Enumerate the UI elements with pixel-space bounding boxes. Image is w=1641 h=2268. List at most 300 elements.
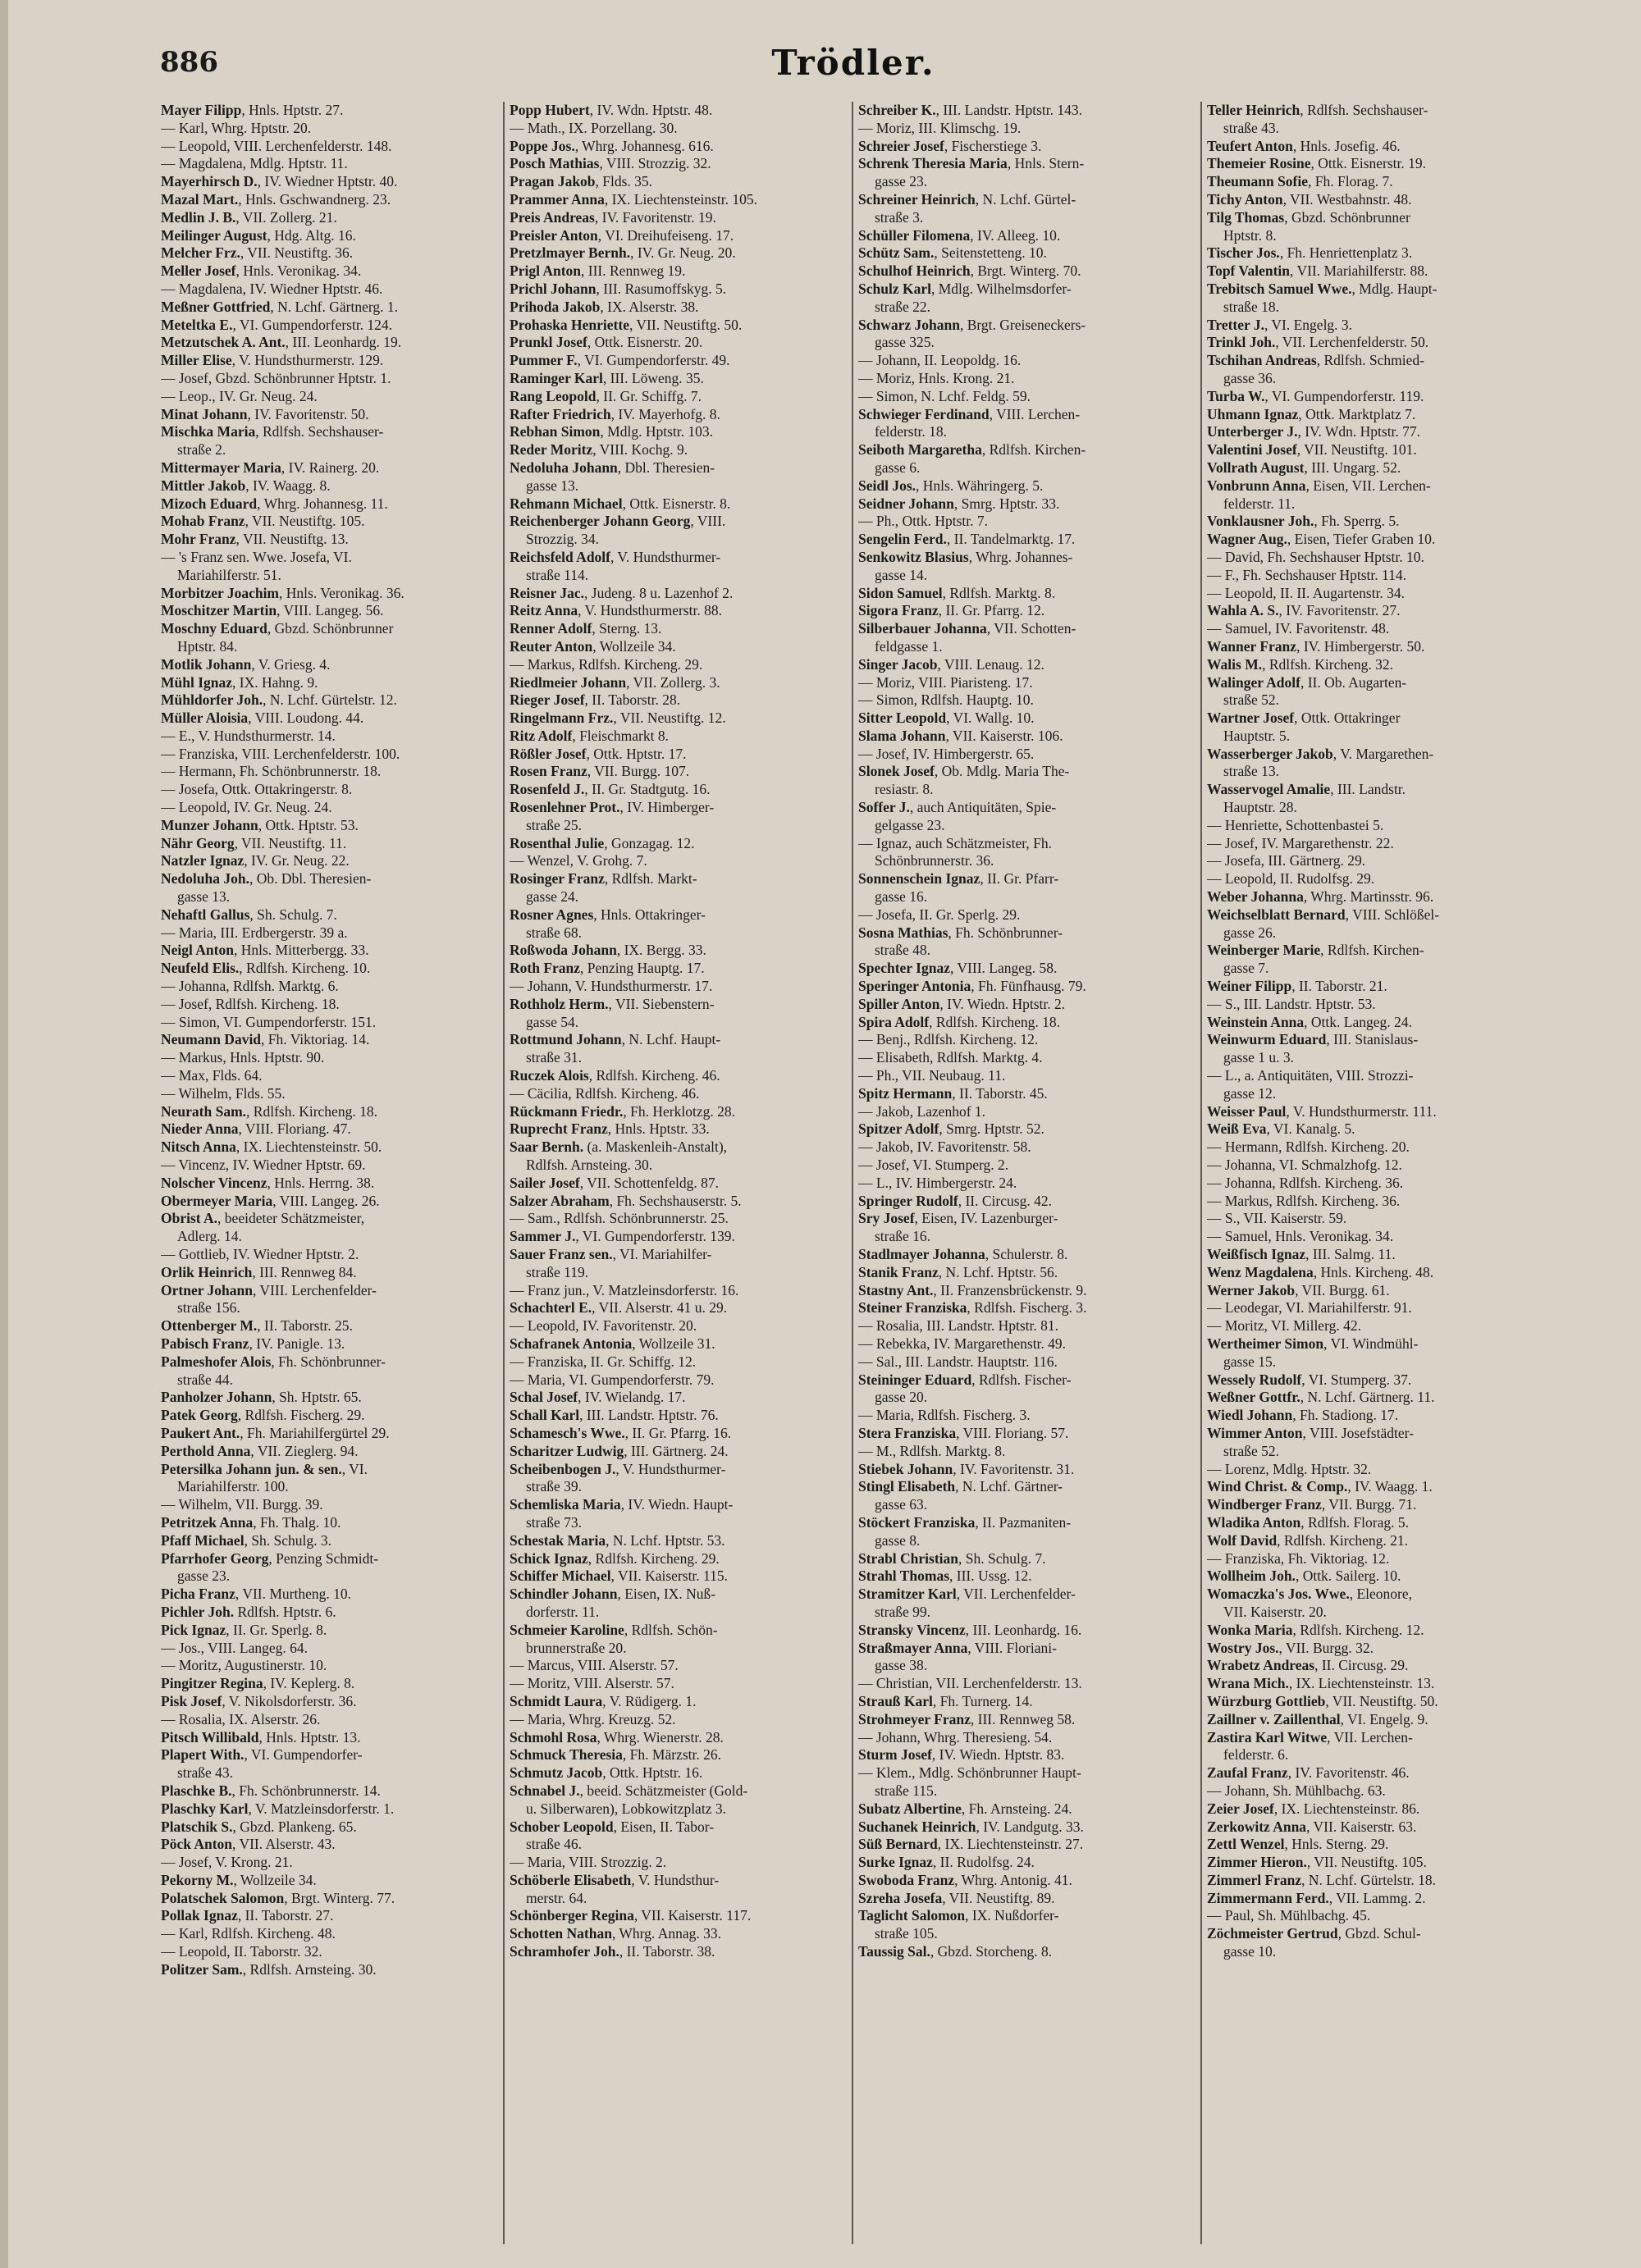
entry-address: — Markus, Rdlfsh. Kircheng. 36. bbox=[1207, 1192, 1401, 1209]
directory-entry bbox=[858, 1103, 1195, 1121]
directory-entry bbox=[510, 620, 847, 638]
directory-entry bbox=[858, 334, 1195, 352]
entry-address: , N. Lchf. Hptstr. 53. bbox=[606, 1531, 725, 1549]
entry-address: — F., Fh. Sechshauser Hptstr. 114. bbox=[1207, 566, 1406, 583]
entry-name: Pingitzer Regina bbox=[161, 1675, 263, 1692]
directory-entry bbox=[1207, 1335, 1546, 1353]
entry-address: , VII. Kaiserstr. 63. bbox=[1306, 1818, 1417, 1835]
directory-entry bbox=[161, 620, 498, 638]
directory-entry bbox=[161, 1282, 498, 1300]
entry-address: — Jakob, IV. Favoritenstr. 58. bbox=[858, 1139, 1031, 1156]
entry-address: , Ottk. Marktplatz 7. bbox=[1298, 405, 1416, 422]
entry-name: Themeier Rosine bbox=[1207, 155, 1311, 172]
directory-entry bbox=[510, 1586, 847, 1604]
entry-address: , Gbzd. Schul- bbox=[1337, 1925, 1421, 1942]
entry-address: , VIII. Kochg. 9. bbox=[592, 441, 688, 459]
entry-name: Surke Ignaz bbox=[858, 1854, 933, 1871]
entry-address: , IV. Alleeg. 10. bbox=[970, 226, 1061, 244]
entry-address: , Fh. Stadiong. 17. bbox=[1292, 1407, 1399, 1424]
directory-entry bbox=[858, 1782, 1195, 1800]
directory-entry bbox=[161, 1622, 498, 1640]
entry-address: , Hnls. Hptstr. 33. bbox=[607, 1120, 710, 1138]
directory-entry bbox=[858, 1872, 1195, 1890]
entry-address: , IV. Wiedn. Hptstr. 83. bbox=[931, 1746, 1065, 1764]
entry-address: — Rebekka, IV. Margarethenstr. 49. bbox=[858, 1335, 1067, 1352]
directory-entry bbox=[1207, 1317, 1546, 1335]
entry-address: , III. Landstr. Hptstr. 76. bbox=[579, 1407, 719, 1424]
entry-name: Preisler Anton bbox=[510, 226, 598, 244]
directory-entry bbox=[1207, 1210, 1546, 1228]
directory-entry bbox=[858, 978, 1195, 996]
directory-entry bbox=[510, 441, 847, 459]
directory-entry bbox=[858, 227, 1195, 245]
entry-name: Wanner Franz bbox=[1207, 637, 1297, 655]
entry-address: , Hnls. Stern- bbox=[1007, 155, 1085, 172]
entry-address: — Simon, VI. Gumpendorferstr. 151. bbox=[161, 1013, 377, 1030]
entry-name: Neumann David bbox=[161, 1031, 262, 1048]
directory-entry bbox=[510, 1389, 847, 1407]
entry-name: Schotten Nathan bbox=[510, 1925, 612, 1942]
entry-address: — David, Fh. Sechshauser Hptstr. 10. bbox=[1207, 548, 1424, 565]
entry-address: straße 114. bbox=[526, 566, 589, 583]
entry-address: — Maria, III. Erdbergerstr. 39 a. bbox=[161, 924, 348, 941]
entry-address: , Mdlg. Wilhelmsdorfer- bbox=[930, 280, 1072, 297]
directory-entry bbox=[1207, 531, 1546, 549]
entry-address: , VI. Mariahilfer- bbox=[612, 1246, 712, 1262]
entry-address: , Gonzagag. 12. bbox=[604, 834, 695, 851]
entry-name: Perthold Anna bbox=[161, 1442, 251, 1459]
directory-entry bbox=[858, 1622, 1195, 1640]
entry-name: Morbitzer Joachim bbox=[161, 584, 280, 601]
directory-entry bbox=[510, 281, 847, 299]
entry-address: , Fh. Schönbrunner- bbox=[271, 1353, 386, 1370]
directory-entry bbox=[1207, 299, 1546, 317]
entry-address: , III. Rennweg 58. bbox=[970, 1710, 1076, 1727]
entry-address: , IX. Hahng. 9. bbox=[232, 673, 318, 691]
entry-address: — Maria, VIII. Strozzig. 2. bbox=[510, 1854, 667, 1871]
entry-name: Pekorny M. bbox=[161, 1871, 234, 1888]
entry-address: Mariahilferstr. 100. bbox=[177, 1478, 289, 1495]
directory-entry bbox=[510, 1640, 847, 1658]
entry-name: Meteltka E. bbox=[161, 316, 233, 333]
entry-address: , Hnls. Ottakringer- bbox=[593, 906, 706, 923]
entry-name: Wrabetz Andreas bbox=[1207, 1657, 1315, 1674]
directory-entry bbox=[1207, 1193, 1546, 1211]
section-title: Trödler. bbox=[771, 43, 935, 83]
directory-entry bbox=[161, 1729, 498, 1747]
directory-entry bbox=[510, 835, 847, 853]
directory-entry bbox=[510, 406, 847, 424]
entry-name: Tschihan Andreas bbox=[1207, 352, 1317, 369]
directory-entry bbox=[1207, 549, 1546, 567]
entry-address: , VII. Siebenstern- bbox=[608, 995, 715, 1012]
entry-address: , VI. Gumpendorfer- bbox=[244, 1746, 363, 1764]
entry-address: , Whrg. Johannes- bbox=[968, 548, 1073, 565]
entry-name: Stastny Ant. bbox=[858, 1281, 934, 1298]
entry-address: — Magdalena, IV. Wiedner Hptstr. 46. bbox=[161, 280, 383, 297]
entry-name: Ottenberger M. bbox=[161, 1317, 258, 1335]
directory-entry bbox=[858, 191, 1195, 209]
directory-entry bbox=[1207, 691, 1546, 710]
directory-entry bbox=[1207, 244, 1546, 262]
entry-address: , V. Griesg. 4. bbox=[251, 655, 331, 673]
entry-address: , VII. Neustiftg. 12. bbox=[613, 710, 726, 727]
entry-address: , Hnls. Kircheng. 48. bbox=[1313, 1263, 1434, 1280]
entry-name: Weinberger Marie bbox=[1207, 942, 1321, 959]
directory-entry bbox=[510, 870, 847, 888]
entry-address: — Hermann, Fh. Schönbrunnerstr. 18. bbox=[161, 763, 382, 780]
directory-entry bbox=[858, 1210, 1195, 1228]
directory-entry bbox=[161, 1532, 498, 1550]
directory-entry bbox=[1207, 173, 1546, 191]
directory-entry bbox=[858, 352, 1195, 370]
entry-address: gasse 8. bbox=[875, 1531, 921, 1549]
directory-column-2 bbox=[505, 102, 853, 2244]
entry-name: Prunkl Josef bbox=[510, 334, 587, 351]
directory-entry bbox=[510, 1478, 847, 1496]
directory-entry bbox=[161, 281, 498, 299]
entry-address: gasse 23. bbox=[177, 1568, 231, 1585]
directory-entry bbox=[510, 1407, 847, 1425]
entry-name: Womaczka's Jos. Wwe. bbox=[1207, 1586, 1350, 1603]
directory-entry bbox=[858, 1746, 1195, 1764]
directory-entry bbox=[161, 477, 498, 495]
directory-entry bbox=[1207, 817, 1546, 835]
entry-name: Teufert Anton bbox=[1207, 137, 1293, 154]
directory-entry bbox=[510, 1085, 847, 1103]
directory-entry bbox=[161, 1890, 498, 1908]
directory-entry bbox=[1207, 1568, 1546, 1586]
directory-entry bbox=[161, 1264, 498, 1282]
directory-entry bbox=[858, 585, 1195, 603]
directory-entry bbox=[510, 1622, 847, 1640]
entry-name: Schmutz Jacob bbox=[510, 1764, 603, 1782]
entry-address: , II. Ob. Augarten- bbox=[1300, 673, 1407, 691]
directory-entry bbox=[1207, 459, 1546, 477]
directory-entry bbox=[858, 1568, 1195, 1586]
directory-entry bbox=[858, 1317, 1195, 1335]
directory-entry bbox=[1207, 334, 1546, 352]
entry-name: Schreiber K. bbox=[858, 102, 936, 118]
entry-name: Pfarrhofer Georg bbox=[161, 1549, 269, 1567]
entry-address: , Rdlfsh. Kircheng. 18. bbox=[929, 1013, 1060, 1030]
directory-entry bbox=[510, 924, 847, 942]
entry-address: straße 2. bbox=[177, 441, 226, 459]
entry-name: Rößler Josef bbox=[510, 745, 587, 762]
directory-entry bbox=[161, 138, 498, 156]
entry-name: Rosinger Franz bbox=[510, 870, 605, 888]
entry-address: , VII. Burgg. 61. bbox=[1295, 1281, 1390, 1298]
entry-name: Sosna Mathias bbox=[858, 924, 948, 941]
entry-address: , Rdlfsh. Fischerg. 3. bbox=[967, 1299, 1087, 1317]
entry-name: Scharitzer Ludwig bbox=[510, 1442, 624, 1459]
directory-entry bbox=[510, 1175, 847, 1193]
entry-address: — Josef, VI. Stumperg. 2. bbox=[858, 1157, 1009, 1174]
entry-name: Schöberle Elisabeth bbox=[510, 1871, 632, 1888]
directory-entry bbox=[510, 1264, 847, 1282]
entry-address: , beeideter Schätzmeister, bbox=[217, 1210, 365, 1227]
directory-entry bbox=[1207, 763, 1546, 781]
entry-address: Strozzig. 34. bbox=[526, 531, 599, 548]
entry-name: Turba W. bbox=[1207, 387, 1265, 404]
entry-address: , VII. Neustiftg. 105. bbox=[245, 513, 365, 530]
directory-entry bbox=[1207, 1014, 1546, 1032]
entry-address: , N. Lchf. Gürtelstr. 18. bbox=[1301, 1871, 1436, 1888]
entry-name: Plapert With. bbox=[161, 1746, 245, 1764]
directory-entry bbox=[858, 1049, 1195, 1067]
directory-entry bbox=[1207, 1461, 1546, 1479]
entry-name: Rottmund Johann bbox=[510, 1031, 622, 1048]
entry-name: Weiß Eva bbox=[1207, 1120, 1267, 1138]
entry-address: , Mdlg. Haupt- bbox=[1351, 280, 1438, 297]
page-header bbox=[160, 43, 1547, 92]
entry-address: — Benj., Rdlfsh. Kircheng. 12. bbox=[858, 1031, 1039, 1048]
directory-entry bbox=[858, 317, 1195, 335]
directory-entry bbox=[858, 1228, 1195, 1246]
entry-address: , V. Hundsthurmerstr. 88. bbox=[578, 602, 722, 619]
directory-entry bbox=[510, 334, 847, 352]
entry-address: , VI. bbox=[341, 1460, 368, 1477]
directory-entry bbox=[161, 1568, 498, 1586]
entry-name: Pummer F. bbox=[510, 352, 578, 369]
entry-address: , VIII. Strozzig. 32. bbox=[599, 155, 711, 172]
directory-entry bbox=[1207, 746, 1546, 764]
directory-entry bbox=[1207, 1890, 1546, 1908]
entry-name: Stramitzer Karl bbox=[858, 1586, 957, 1603]
directory-entry bbox=[161, 173, 498, 191]
entry-name: Taglicht Salomon bbox=[858, 1907, 966, 1924]
entry-address: , VI. Windmühl- bbox=[1323, 1335, 1419, 1352]
entry-address: , III. Stanislaus- bbox=[1326, 1031, 1419, 1048]
directory-entry bbox=[858, 423, 1195, 441]
entry-name: Reichenberger Johann Georg bbox=[510, 513, 691, 530]
entry-address: , VII. Burgg. 107. bbox=[587, 763, 690, 780]
entry-name: Sonnenschein Ignaz bbox=[858, 870, 980, 888]
entry-name: Ringelmann Frz. bbox=[510, 710, 614, 727]
directory-entry bbox=[161, 262, 498, 281]
entry-name: Moschny Eduard bbox=[161, 620, 267, 637]
directory-entry bbox=[1207, 1389, 1546, 1407]
entry-address: , Mdlg. Hptstr. 103. bbox=[600, 423, 713, 440]
directory-entry bbox=[161, 1478, 498, 1496]
directory-entry bbox=[161, 906, 498, 924]
entry-address: — Moritz, VIII. Alserstr. 57. bbox=[510, 1675, 674, 1692]
entry-name: Seidl Jos. bbox=[858, 477, 916, 494]
directory-entry bbox=[1207, 585, 1546, 603]
directory-entry bbox=[161, 1389, 498, 1407]
directory-entry bbox=[161, 191, 498, 209]
entry-name: Nedoluha Joh. bbox=[161, 870, 249, 888]
entry-address: , III. Rennweg 84. bbox=[252, 1263, 357, 1280]
directory-entry bbox=[858, 799, 1195, 817]
directory-entry bbox=[858, 549, 1195, 567]
entry-address: , Brgt. Winterg. 70. bbox=[970, 262, 1081, 280]
directory-entry bbox=[161, 423, 498, 441]
entry-name: Schreier Josef bbox=[858, 137, 944, 154]
entry-address: , III. Landstr. bbox=[1330, 781, 1406, 798]
entry-name: Neigl Anton bbox=[161, 942, 234, 959]
entry-address: , VII. Alserstr. 41 u. 29. bbox=[592, 1299, 728, 1317]
entry-name: Wrana Mich. bbox=[1207, 1675, 1289, 1692]
directory-entry bbox=[858, 1478, 1195, 1496]
entry-name: Müller Aloisia bbox=[161, 710, 249, 727]
entry-address: , Hnls. Herrng. 38. bbox=[267, 1174, 375, 1191]
directory-entry bbox=[161, 567, 498, 585]
entry-address: , Eisen, Tiefer Graben 10. bbox=[1287, 531, 1436, 548]
directory-entry bbox=[858, 1764, 1195, 1782]
entry-address: Hptstr. 8. bbox=[1223, 226, 1277, 244]
directory-entry bbox=[1207, 1085, 1546, 1103]
entry-address: — Johann, Whrg. Theresieng. 54. bbox=[858, 1728, 1053, 1745]
entry-name: Zöchmeister Gertrud bbox=[1207, 1925, 1338, 1942]
entry-address: , II. Circusg. 29. bbox=[1314, 1657, 1409, 1674]
directory-entry bbox=[161, 1550, 498, 1568]
entry-name: Prohaska Henriette bbox=[510, 316, 629, 333]
directory-entry bbox=[858, 852, 1195, 870]
entry-address: , Brgt. Winterg. 77. bbox=[284, 1889, 395, 1906]
directory-entry bbox=[1207, 138, 1546, 156]
entry-name: Spechter Ignaz bbox=[858, 960, 950, 977]
entry-address: — Christian, VII. Lerchenfelderstr. 13. bbox=[858, 1675, 1082, 1692]
directory-entry bbox=[510, 1854, 847, 1872]
directory-entry bbox=[510, 1782, 847, 1800]
entry-name: Vollrath August bbox=[1207, 459, 1305, 476]
entry-address: Hauptstr. 5. bbox=[1223, 727, 1291, 744]
entry-address: — M., Rdlfsh. Marktg. 8. bbox=[858, 1442, 1006, 1459]
entry-address: straße 3. bbox=[875, 208, 924, 226]
entry-name: Pichler Joh. bbox=[161, 1603, 235, 1620]
directory-entry bbox=[510, 1299, 847, 1317]
directory-entry bbox=[858, 495, 1195, 513]
entry-address: — Maria, Whrg. Kreuzg. 52. bbox=[510, 1710, 676, 1727]
entry-name: Schestak Maria bbox=[510, 1531, 606, 1549]
entry-name: Roth Franz bbox=[510, 960, 581, 977]
entry-name: Sammer J. bbox=[510, 1228, 576, 1245]
directory-entry bbox=[510, 1461, 847, 1479]
entry-address: , Fh. Herklotzg. 28. bbox=[623, 1102, 735, 1120]
entry-address: — Franz jun., V. Matzleinsdorferstr. 16. bbox=[510, 1281, 739, 1298]
entry-name: Stiebek Johann bbox=[858, 1460, 953, 1477]
directory-entry bbox=[858, 370, 1195, 388]
entry-name: Mizoch Eduard bbox=[161, 495, 258, 512]
entry-address: , IX. Liechtensteinstr. 86. bbox=[1273, 1800, 1420, 1817]
entry-address: , II. Taborstr. 38. bbox=[619, 1943, 715, 1960]
directory-entry bbox=[161, 1014, 498, 1032]
entry-address: , Eisen, IV. Lazenburger- bbox=[914, 1210, 1058, 1227]
directory-entry bbox=[161, 1335, 498, 1353]
entry-address: , Dbl. Theresien- bbox=[617, 459, 715, 476]
entry-address: , Rdlfsh. Marktg. 8. bbox=[942, 584, 1056, 601]
entry-name: Moschitzer Martin bbox=[161, 602, 277, 619]
entry-name: Stingl Elisabeth bbox=[858, 1478, 956, 1495]
entry-name: Raminger Karl bbox=[510, 369, 603, 386]
entry-address: gasse 14. bbox=[875, 566, 928, 583]
entry-address: (a. Maskenleih-Anstalt), bbox=[583, 1139, 728, 1156]
directory-entry bbox=[1207, 1782, 1546, 1800]
directory-entry bbox=[161, 852, 498, 870]
directory-entry bbox=[510, 477, 847, 495]
entry-address: , VI. Stumperg. 37. bbox=[1301, 1371, 1412, 1388]
directory-entry bbox=[1207, 942, 1546, 960]
entry-address: , Fh. Schönbrunner- bbox=[948, 924, 1063, 941]
directory-entry bbox=[1207, 1175, 1546, 1193]
directory-entry bbox=[161, 1925, 498, 1943]
directory-entry bbox=[858, 1800, 1195, 1819]
entry-address: Rdlfsh. Arnsteing. 30. bbox=[526, 1157, 653, 1174]
entry-name: Wenz Magdalena bbox=[1207, 1263, 1314, 1280]
entry-address: — Johanna, VI. Schmalzhofg. 12. bbox=[1207, 1157, 1402, 1174]
directory-entry bbox=[161, 746, 498, 764]
entry-address: , II. Taborstr. 28. bbox=[584, 691, 681, 709]
directory-entry bbox=[510, 1031, 847, 1049]
entry-address: , Wollzeile 31. bbox=[632, 1335, 715, 1352]
scan-edge bbox=[0, 0, 8, 2268]
entry-address: , VII. Zollerg. 3. bbox=[626, 673, 720, 691]
entry-address: — Johann, Sh. Mühlbachg. 63. bbox=[1207, 1782, 1386, 1799]
entry-name: Schulhof Heinrich bbox=[858, 262, 971, 280]
directory-entry bbox=[1207, 1943, 1546, 1961]
entry-address: Hptstr. 84. bbox=[177, 637, 238, 655]
entry-name: Subatz Albertine bbox=[858, 1800, 962, 1817]
entry-address: , VII. Kaiserstr. 117. bbox=[633, 1907, 752, 1924]
entry-address: gasse 26. bbox=[1223, 924, 1277, 941]
directory-entry bbox=[161, 1800, 498, 1819]
entry-address: , II. Taborstr. 27. bbox=[237, 1907, 334, 1924]
entry-address: — Elisabeth, Rdlfsh. Marktg. 4. bbox=[858, 1049, 1043, 1066]
directory-entry bbox=[510, 1532, 847, 1550]
entry-address: , II. Gr. Pfarr- bbox=[980, 870, 1059, 888]
entry-name: Stadlmayer Johanna bbox=[858, 1246, 985, 1262]
entry-name: Rosenlehner Prot. bbox=[510, 799, 620, 816]
directory-entry bbox=[510, 585, 847, 603]
entry-address: , IX. Liechtensteinstr. 27. bbox=[937, 1836, 1084, 1853]
entry-name: Stera Franziska bbox=[858, 1424, 957, 1441]
entry-name: Topf Valentin bbox=[1207, 262, 1291, 280]
entry-address: — Markus, Rdlfsh. Kircheng. 29. bbox=[510, 655, 703, 673]
entry-address: — Hermann, Rdlfsh. Kircheng. 20. bbox=[1207, 1139, 1410, 1156]
entry-address: , Sh. Schulg. 7. bbox=[249, 906, 337, 923]
entry-address: straße 44. bbox=[177, 1371, 234, 1388]
directory-entry bbox=[161, 1317, 498, 1335]
directory-entry bbox=[858, 1836, 1195, 1854]
entry-name: Zerkowitz Anna bbox=[1207, 1818, 1307, 1835]
entry-address: straße 25. bbox=[526, 816, 583, 833]
entry-name: Strabl Christian bbox=[858, 1549, 959, 1567]
directory-entry bbox=[858, 1729, 1195, 1747]
entry-address: , VII. Westbahnstr. 48. bbox=[1282, 190, 1412, 208]
directory-entry bbox=[858, 531, 1195, 549]
directory-entry bbox=[510, 1907, 847, 1925]
directory-entry bbox=[510, 1246, 847, 1264]
directory-entry bbox=[161, 924, 498, 942]
entry-address: , VII. Neustiftg. 105. bbox=[1306, 1854, 1427, 1871]
directory-entry bbox=[161, 495, 498, 513]
entry-name: Pisk Josef bbox=[161, 1692, 222, 1709]
directory-columns bbox=[156, 102, 1551, 2244]
entry-address: — Maria, VI. Gumpendorferstr. 79. bbox=[510, 1371, 715, 1388]
entry-name: Schüller Filomena bbox=[858, 226, 971, 244]
entry-address: — Karl, Rdlfsh. Kircheng. 48. bbox=[161, 1925, 336, 1942]
entry-address: , Gbzd. Storcheng. 8. bbox=[930, 1943, 1053, 1960]
entry-name: Schachterl E. bbox=[510, 1299, 592, 1317]
entry-name: Pick Ignaz bbox=[161, 1621, 226, 1638]
entry-address: , Fh. Märzstr. 26. bbox=[622, 1746, 721, 1764]
entry-address: , N. Lchf. Hptstr. 56. bbox=[938, 1263, 1058, 1280]
entry-address: , Rdlfsh. Schön- bbox=[624, 1621, 718, 1638]
directory-entry bbox=[858, 1461, 1195, 1479]
entry-address: , VII. Kaiserstr. 106. bbox=[945, 727, 1063, 744]
directory-entry bbox=[510, 1746, 847, 1764]
